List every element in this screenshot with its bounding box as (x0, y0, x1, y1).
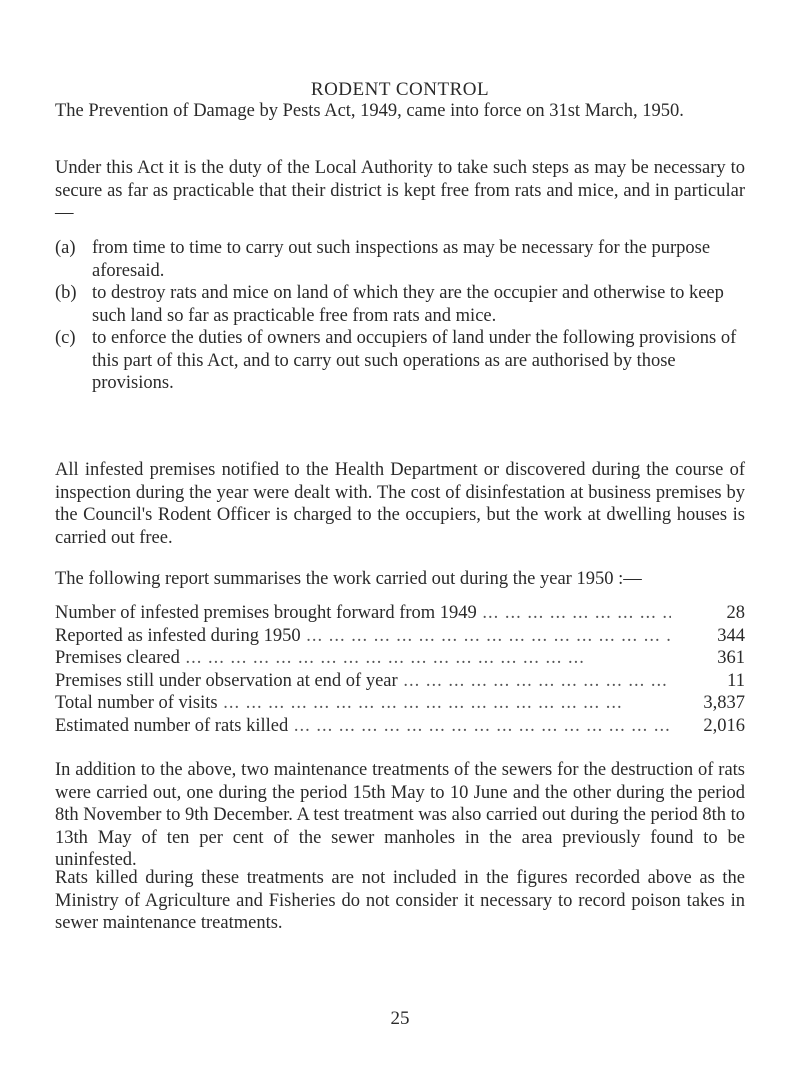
list-marker: (c) (55, 328, 76, 348)
list-item-text: to enforce the duties of owners and occupiers of land under the following provisions of this part of this Act, and to carry out such operations as are authorised by those provisions. (92, 328, 737, 393)
row-value: 361 (671, 647, 745, 670)
row-value: 3,837 (671, 692, 745, 715)
report-figures (55, 602, 745, 737)
rats-killed-paragraph: Rats killed during these treatments are not included in the figures recorded above as the Ministry of Agriculture and Fisheries do not consider it necessary to record poison takes in sewer maintenance treatments. (55, 868, 745, 933)
row-value: 344 (671, 625, 745, 648)
list-item (55, 327, 745, 395)
table-row (55, 670, 745, 693)
row-label: Total number of visits ... . (55, 692, 671, 715)
list-item-text: to destroy rats and mice on land of which they are the occupier and otherwise to keep such land so far as practicable free from rats and mice. (92, 283, 724, 326)
table-row (55, 625, 745, 648)
list-item (55, 282, 745, 327)
list-item-text: from time to time to carry out such inspections as may be necessary for the purpose aforesaid. (92, 238, 711, 281)
row-label: Premises still under observation at end of year ... . (55, 670, 671, 693)
page-number: 25 (390, 1008, 410, 1029)
list-marker: (b) (55, 283, 77, 303)
row-value: 28 (671, 602, 745, 625)
table-row (55, 647, 745, 670)
row-label: Reported as infested during 1950 ... . (55, 625, 671, 648)
table-row (55, 715, 745, 738)
list-item (55, 237, 745, 282)
page-title: RODENT CONTROL (310, 78, 490, 100)
row-value: 2,016 (671, 715, 745, 738)
table-row (55, 602, 745, 625)
report-intro-paragraph: The following report summarises the work carried out during the year 1950 :— (55, 569, 642, 589)
row-value: 11 (671, 670, 745, 693)
sewer-treatment-paragraph: In addition to the above, two maintenance treatments of the sewers for the destruction of rats were carried out, one during the period 15th May to 10 June and the other during the period 8th November to 9th December. A test treatment was also carried out during the period 8th to 13th May of ten per cent of the sewer manholes in the area previously found to be uninfested. (55, 760, 745, 870)
duty-paragraph: Under this Act it is the duty of the Local Authority to take such steps as may be necessary to secure as far as practicable that their district is kept free from rats and mice, and in particular— (55, 158, 745, 223)
row-label: Premises cleared ... . (55, 647, 671, 670)
table-row (55, 692, 745, 715)
row-label: Number of infested premises brought forward from 1949 ... . (55, 602, 671, 625)
intro-paragraph: The Prevention of Damage by Pests Act, 1949, came into force on 31st March, 1950. (55, 101, 684, 121)
infested-premises-paragraph: All infested premises notified to the Health Department or discovered during the course of inspection during the year were dealt with. The cost of disinfestation at business premises by the Council's Rodent Officer is charged to the occupiers, but the work at dwelling houses is carried out free. (55, 460, 745, 548)
row-label: Estimated number of rats killed ... . (55, 715, 671, 738)
list-marker: (a) (55, 238, 76, 258)
duties-list (55, 237, 745, 395)
